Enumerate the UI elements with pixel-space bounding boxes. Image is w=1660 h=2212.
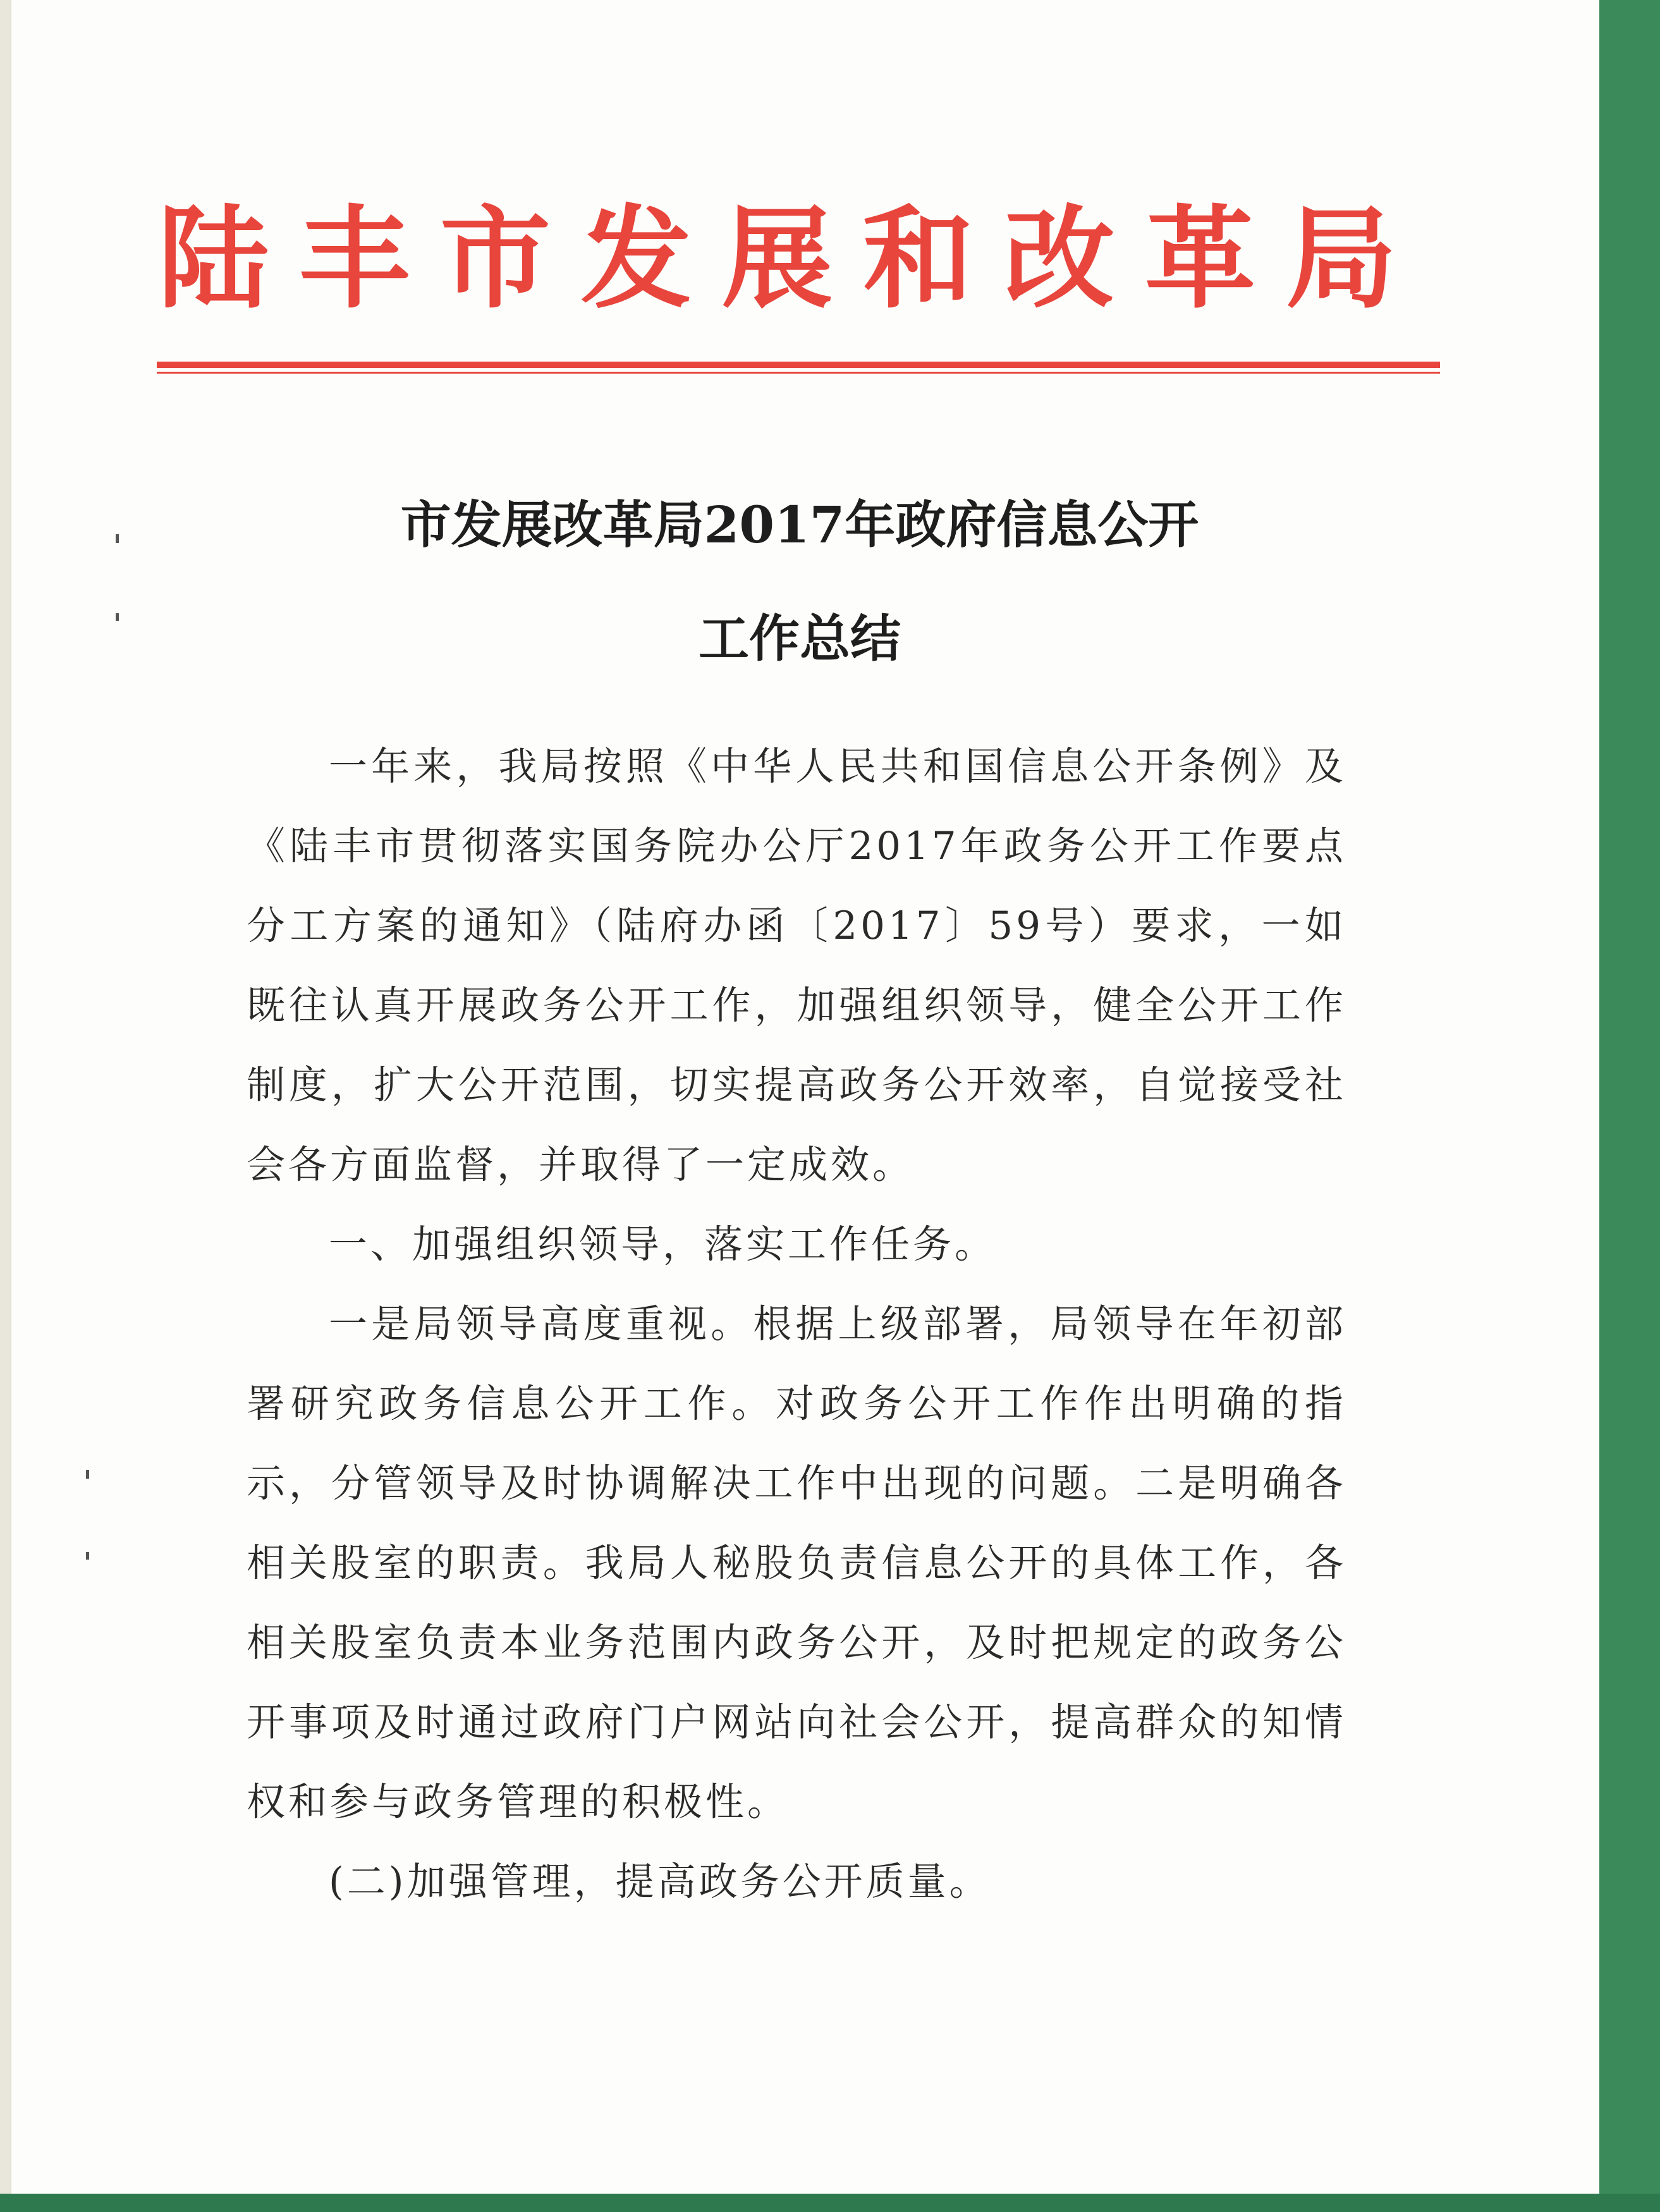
- section-heading-1: 一、加强组织领导，落实工作任务。: [329, 1222, 997, 1267]
- letterhead-organization: 陆丰市发展和改革局: [158, 194, 1427, 324]
- section-heading-2: (二)加强管理，提高政务公开质量。: [329, 1859, 991, 1904]
- paragraph-intro: 一年来，我局按照《中华人民共和国信息公开条例》及《陆丰市贯彻落实国务院办公厅2017年政务公开工作要点分工方案的通知》（陆府办函〔2017〕59号）要求，一如既往认真开展政务公开工作，加强组织领导，健全公开工作制度，扩大公开范围，切实提高政务公开效率，自觉接受社会各方面监督，并取得了一定成效。: [247, 744, 1346, 1187]
- letterhead-red-rule: [157, 362, 1440, 368]
- paragraph-section-1: 一是局领导高度重视。根据上级部署，局领导在年初部署研究政务信息公开工作。对政务公开工作作出明确的指示，分管领导及时协调解决工作中出现的问题。二是明确各相关股室的职责。我局人秘股负责信息公开的具体工作，各相关股室负责本业务范围内政务公开，及时把规定的政务公开事项及时通过政府门户网站向社会公开，提高群众的知情权和参与政务管理的积极性。: [247, 1302, 1346, 1824]
- document-title-line1: 市发展改革局2017年政府信息公开: [400, 495, 1199, 554]
- scan-background-right: [1599, 0, 1660, 2212]
- binding-mark: [116, 613, 119, 621]
- binding-mark: [86, 1552, 89, 1560]
- binding-mark: [116, 534, 119, 543]
- letterhead-red-rule-thin: [157, 372, 1440, 374]
- document-body: [247, 727, 1346, 1922]
- document-title-line2: 工作总结: [699, 609, 901, 668]
- scan-background-bottom: [0, 2194, 1660, 2212]
- binding-mark: [86, 1470, 89, 1479]
